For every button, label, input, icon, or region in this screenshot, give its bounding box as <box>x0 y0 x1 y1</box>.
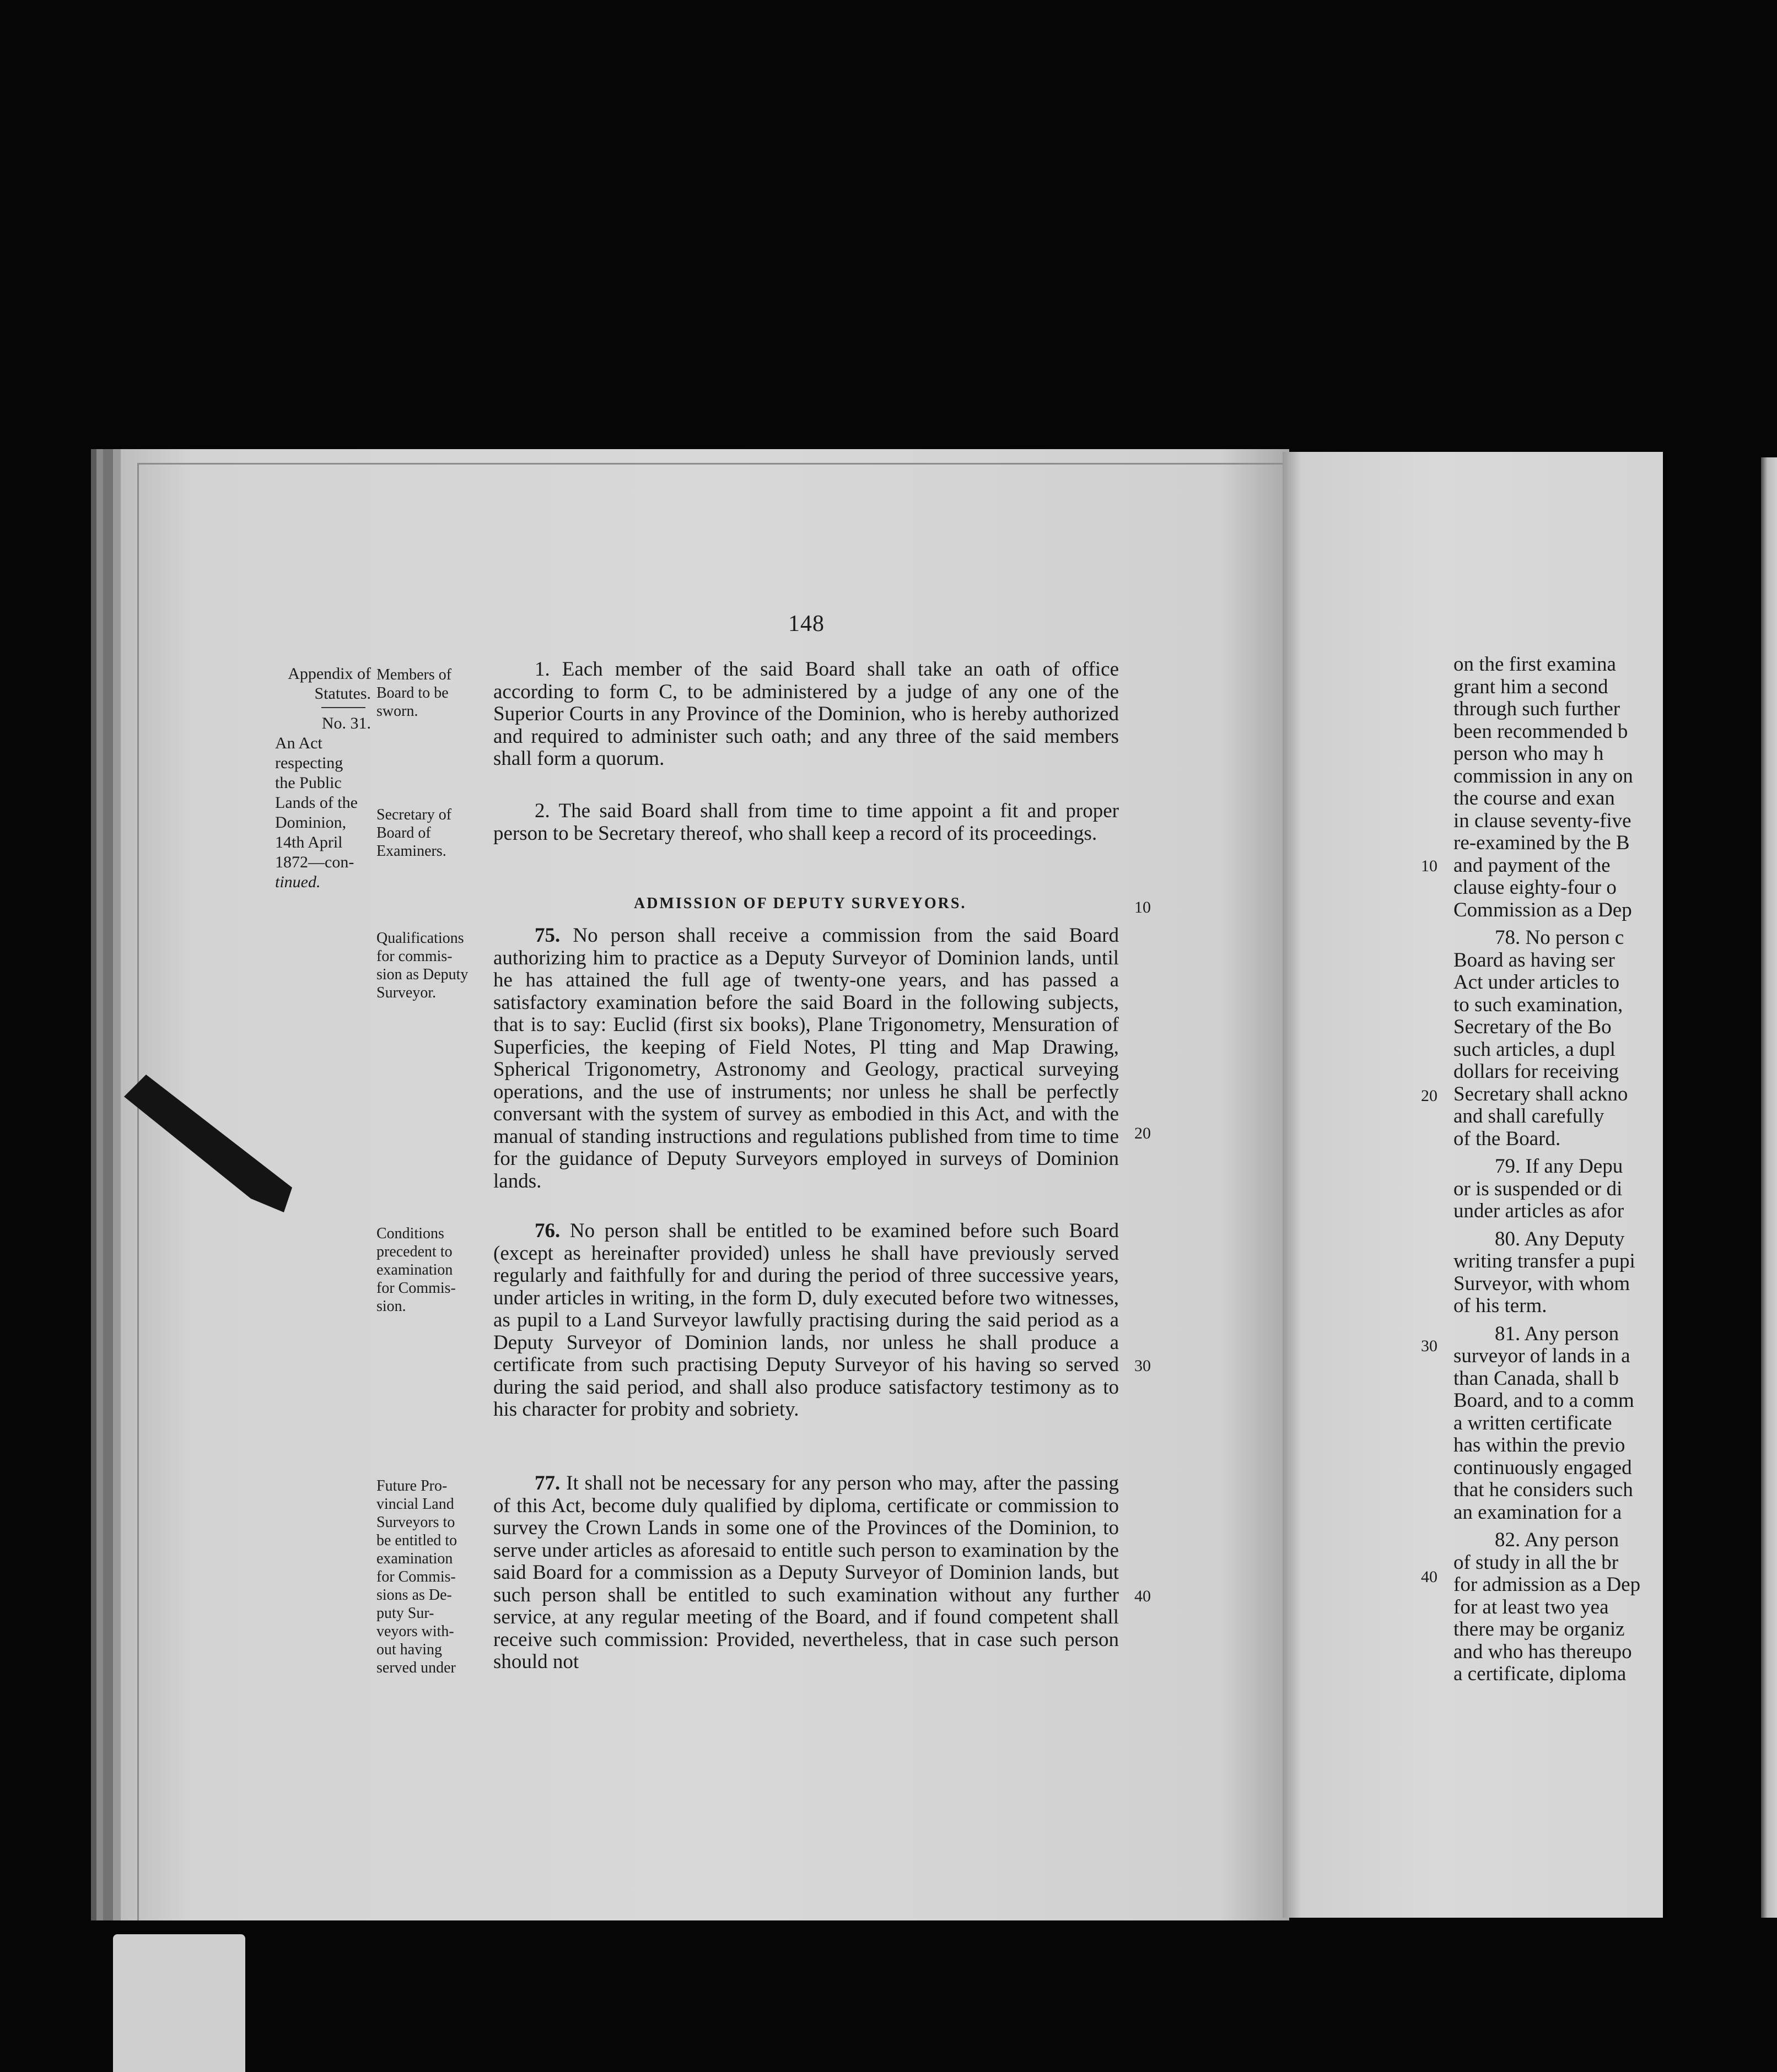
text-line: an examination for a <box>1453 1501 1622 1524</box>
section-number: 76. <box>535 1220 561 1242</box>
text-line: Board, and to a comm <box>1453 1389 1634 1412</box>
sidenote-line: sion. <box>376 1298 406 1315</box>
text-line: re-examined by the B <box>1453 832 1630 854</box>
appendix-line: No. 31. <box>321 714 371 732</box>
text-line: of the Board. <box>1453 1127 1561 1150</box>
sidenote-line: Members of <box>376 666 452 683</box>
text-line: Secretary of the Bo <box>1453 1016 1612 1038</box>
text-line: than Canada, shall b <box>1453 1367 1619 1390</box>
text-line: of study in all the br <box>1453 1551 1619 1574</box>
sidenote-members <box>376 666 492 720</box>
page-number: 148 <box>788 611 825 636</box>
sidenote-line: examination <box>376 1550 453 1567</box>
appendix-line: Appendix of <box>288 665 371 683</box>
paragraph-text: It shall not be necessary for any person who may, after the passing of this Act, become duly qualified by diploma, certificate or commission to survey the Crown Lands in some one of the Provinces of the Dominion, to serve under articles as aforesaid to entitle such person to examination by the said Board for a commission as a Deputy Surveyor of Dominion lands, but such person shall be entitled to such examination without any further service, at any regular meeting of the Board, and if found competent shall receive such commission: Provided, nevertheless, that in case such person should not <box>493 1472 1119 1673</box>
adjacent-page-edge <box>1761 457 1777 1918</box>
text-line: through such further <box>1453 698 1620 720</box>
paragraph-members-oath <box>493 659 1119 770</box>
text-line: a certificate, diploma <box>1453 1663 1627 1685</box>
sidenote-line: sion as Deputy <box>376 966 469 983</box>
text-line: under articles as afor <box>1453 1200 1624 1222</box>
appendix-line: 1872—con- <box>275 853 354 871</box>
line-number: 20 <box>1421 1087 1437 1105</box>
section-number: 75. <box>535 924 561 947</box>
appendix-line: Lands of the <box>275 794 358 812</box>
sidenote-line: Board of <box>376 824 431 841</box>
rule-divider <box>321 707 365 710</box>
text-line: person who may h <box>1453 742 1604 765</box>
section-number: 77. <box>535 1472 561 1494</box>
sidenote-qualifications <box>376 929 492 1002</box>
text-line: in clause seventy-five <box>1453 809 1631 832</box>
section-77 <box>493 1472 1119 1674</box>
text-line: on the first examina <box>1453 654 1616 676</box>
appendix-label <box>272 664 371 892</box>
line-number: 20 <box>1134 1124 1151 1142</box>
text-line: 79. If any Depu <box>1495 1155 1623 1178</box>
sidenote-line: vincial Land <box>376 1496 454 1513</box>
sidenote-line: Qualifications <box>376 930 464 947</box>
paragraph-text: No person shall receive a commission from the said Board authorizing him to practice as a Deputy Surveyor of Dominion lands, until he has attained the full age of twenty-one years, and has passed a satisfactory examination before the said Board in the following subjects, that is to say: Euclid (first six books), Plane Trigonometry, Mensuration of Superficies, the keeping of Field Notes, Pl tting and Map Drawing, Spherical Trigonometry, Astronomy and Geology, practical surveying operations, and the use of instruments; nor unless he shall be perfectly conversant with the system of survey as embodied in this Act, and with the manual of standing instructions and regulations published from time to time for the guidance of Deputy Surveyors employed in surveys of Dominion lands. <box>493 924 1119 1193</box>
sidenote-line: Board to be <box>376 684 449 702</box>
paragraph-text: 2. The said Board shall from time to time appoint a fit and proper person to be Secretary thereof, who shall keep a record of its proceedings. <box>493 800 1119 845</box>
text-line: continuously engaged <box>1453 1456 1632 1479</box>
sidenote-line: Secretary of <box>376 806 452 823</box>
text-line: commission in any on <box>1453 764 1633 787</box>
paragraph-text: 1. Each member of the said Board shall take an oath of office according to form C, to be administered by a judge of any one of the Superior Courts in any Province of the Dominion, who is hereby authorized and required to administer such oath; and any three of the said members shall form a quorum. <box>493 658 1119 770</box>
appendix-line: respecting <box>275 754 343 772</box>
text-line: grant him a second <box>1453 675 1608 698</box>
line-number: 10 <box>1134 898 1151 916</box>
line-number: 10 <box>1421 857 1437 875</box>
text-line: such articles, a dupl <box>1453 1038 1616 1061</box>
text-line: and payment of the <box>1453 854 1611 877</box>
text-line: the course and exan <box>1453 787 1615 810</box>
text-line: Secretary shall ackno <box>1453 1082 1628 1105</box>
text-line: has within the previo <box>1453 1434 1625 1456</box>
text-line: 81. Any person <box>1495 1322 1619 1345</box>
appendix-line: Statutes. <box>314 684 371 703</box>
sidenote-secretary <box>376 806 492 860</box>
section-75 <box>493 925 1119 1193</box>
sidenote-line: examination <box>376 1261 453 1278</box>
text-line: writing transfer a pupi <box>1453 1250 1635 1272</box>
sidenote-line: Examiners. <box>376 843 446 860</box>
sidenote-line: sions as De- <box>376 1587 452 1604</box>
text-line: 80. Any Deputy <box>1495 1227 1625 1250</box>
text-line: and who has thereupo <box>1453 1640 1632 1663</box>
sidenote-line: Surveyor. <box>376 984 437 1001</box>
text-line: and shall carefully <box>1453 1105 1604 1127</box>
section-heading: ADMISSION OF DEPUTY SURVEYORS. <box>634 895 967 912</box>
paragraph-secretary <box>493 800 1119 845</box>
text-line: of his term. <box>1453 1294 1547 1317</box>
sidenote-line: precedent to <box>376 1243 453 1260</box>
corner-card <box>113 1934 245 2072</box>
sidenote-line: for Commis- <box>376 1568 456 1585</box>
text-line: dollars for receiving <box>1453 1060 1619 1083</box>
text-line: Commission as a Dep <box>1453 898 1632 921</box>
text-line: for at least two yea <box>1453 1595 1609 1618</box>
pointer-arrow-icon <box>124 1075 306 1240</box>
sidenote-line: for Commis- <box>376 1280 456 1297</box>
text-line: a written certificate <box>1453 1411 1612 1434</box>
text-line: for admission as a Dep <box>1453 1573 1641 1596</box>
line-number: 40 <box>1421 1568 1437 1586</box>
sidenote-line: out having <box>376 1641 442 1658</box>
text-line: been recommended b <box>1453 720 1628 743</box>
sidenote-line: served under <box>376 1659 456 1676</box>
sidenote-future <box>376 1477 492 1677</box>
text-line: surveyor of lands in a <box>1453 1345 1630 1367</box>
text-line: that he considers such <box>1453 1479 1633 1501</box>
text-line: Board as having ser <box>1453 948 1615 972</box>
appendix-line: the Public <box>275 774 342 792</box>
text-line: to such examination, <box>1453 993 1623 1016</box>
sidenote-line: Conditions <box>376 1225 444 1242</box>
text-line: Act under articles to <box>1453 971 1620 994</box>
text-line: clause eighty-four o <box>1453 876 1617 899</box>
line-number: 30 <box>1134 1357 1151 1375</box>
sidenote-line: Future Pro- <box>376 1477 448 1494</box>
sidenote-line: puty Sur- <box>376 1605 434 1622</box>
text-line: or is suspended or di <box>1453 1177 1623 1200</box>
section-76 <box>493 1220 1119 1421</box>
text-line: there may be organiz <box>1453 1618 1625 1641</box>
sidenote-line: veyors with- <box>376 1623 454 1640</box>
appendix-line: 14th April <box>275 833 343 851</box>
line-number: 40 <box>1134 1587 1151 1605</box>
sidenote-line: be entitled to <box>376 1532 457 1549</box>
appendix-line: tinued. <box>275 873 321 891</box>
sidenote-line: for commis- <box>376 948 453 965</box>
sidenote-line: Surveyors to <box>376 1514 455 1531</box>
right-page-text <box>1453 654 1663 1686</box>
appendix-line: Dominion, <box>275 813 347 832</box>
text-line: 78. No person c <box>1495 926 1624 949</box>
sidenote-conditions <box>376 1224 492 1315</box>
sidenote-line: sworn. <box>376 703 418 720</box>
appendix-line: An Act <box>275 734 322 752</box>
line-number: 30 <box>1421 1337 1437 1355</box>
text-line: 82. Any person <box>1495 1529 1619 1551</box>
text-line: Surveyor, with whom <box>1453 1272 1630 1295</box>
paragraph-text: No person shall be entitled to be examined before such Board (except as hereinafter provided) unless he shall have previously served regularly and faithfully for and during the period of three successive years, under articles in writing, in the form D, duly executed before two witnesses, as pupil to a Land Surveyor lawfully practising during the said period as a Deputy Surveyor of Dominion lands, nor unless he shall produce a certificate from such practising Deputy Surveyor of his having so served during the said period, and shall also produce satisfactory testimony as to his character for probity and sobriety. <box>493 1220 1119 1421</box>
